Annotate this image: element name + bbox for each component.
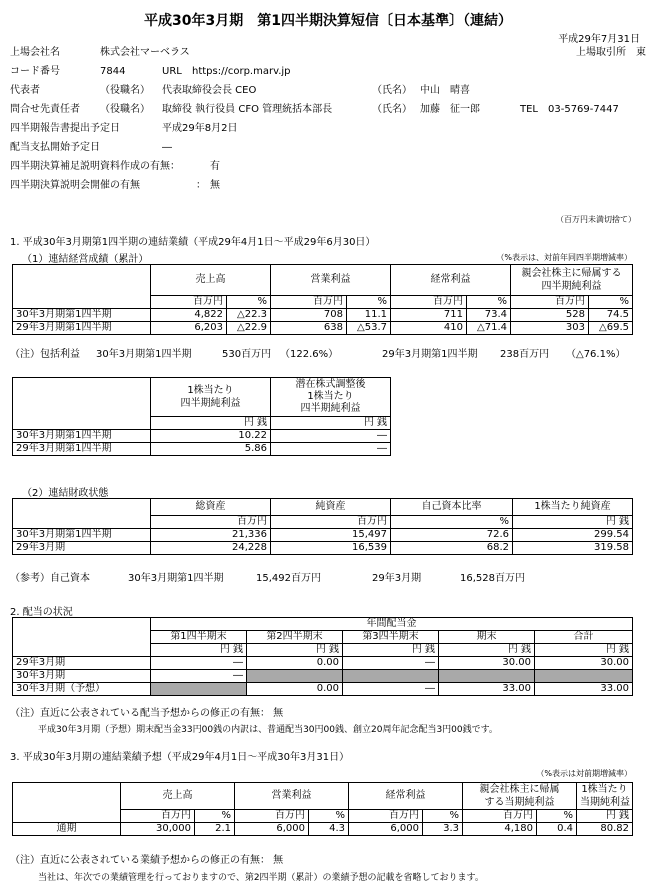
table-row	[13, 823, 633, 836]
unit-cell: %	[423, 810, 463, 823]
unit-cell: %	[347, 296, 391, 309]
row-label: 29年3月期第1四半期	[13, 443, 151, 456]
briefing-label: 四半期決算説明会開催の有無	[10, 180, 140, 191]
row-label: 通期	[13, 823, 121, 836]
table-row	[13, 657, 633, 670]
contact-row	[10, 101, 646, 119]
cell: 528	[511, 309, 589, 322]
unit-cell: %	[195, 810, 235, 823]
financial-position-sub: （2）連結財政状態	[22, 488, 109, 499]
contact-label: 問合せ先責任者	[10, 104, 80, 115]
cell: 6,000	[349, 823, 423, 836]
cell: 0.4	[537, 823, 577, 836]
rounding-note: （百万円未満切捨て）	[556, 215, 636, 224]
unit-cell: 百万円	[151, 296, 227, 309]
hdr-net-assets: 純資産	[271, 499, 391, 516]
forecast-table	[12, 782, 633, 836]
comp-cur-pct: （122.6%）	[280, 349, 339, 360]
row-label: 29年3月期	[13, 542, 151, 555]
unit-cell: %	[467, 296, 511, 309]
section1-pct-note: （%表示は、対前年同四半期増減率）	[496, 253, 632, 262]
cell: 24,228	[151, 542, 271, 555]
cell: 6,000	[235, 823, 309, 836]
ref-cur-val: 15,492百万円	[256, 573, 321, 584]
hdr-ord-income: 経常利益	[349, 783, 463, 810]
cell-blank	[439, 670, 535, 683]
briefing-row	[10, 177, 646, 195]
row-label: 30年3月期第1四半期	[13, 529, 151, 542]
cell: 68.2	[391, 542, 513, 555]
supplement-value: 有	[210, 161, 220, 172]
table-row	[13, 683, 633, 696]
unit-cell: 百万円	[349, 810, 423, 823]
hdr-total: 合計	[535, 631, 633, 644]
hdr-equity-ratio: 自己資本比率	[391, 499, 513, 516]
hdr-q1: 第1四半期末	[151, 631, 247, 644]
cell: △22.3	[227, 309, 271, 322]
cell: ―	[151, 670, 247, 683]
comp-label: （注）包括利益	[10, 349, 80, 360]
hdr-diluted-eps: 潜在株式調整後 1株当たり 四半期純利益	[271, 378, 391, 417]
hdr-q2: 第2四半期末	[247, 631, 343, 644]
unit-cell: 百万円	[463, 810, 537, 823]
contact-title-label: （役職名）	[100, 104, 150, 115]
supplement-label: 四半期決算補足説明資料作成の有無：	[10, 161, 180, 172]
operating-results-table	[12, 264, 633, 335]
ref-prev-label: 29年3月期	[372, 573, 422, 584]
cell: 299.54	[513, 529, 633, 542]
row-label: 30年3月期第1四半期	[13, 309, 151, 322]
cell: 30,000	[121, 823, 195, 836]
comp-prev-val: 238百万円	[500, 349, 550, 360]
table-row	[13, 309, 633, 322]
cell: 410	[391, 322, 467, 335]
cell: 33.00	[535, 683, 633, 696]
code-label: コード番号	[10, 66, 60, 77]
row-label: 30年3月期（予想）	[13, 683, 151, 696]
financial-position-table	[12, 498, 633, 555]
cell: ―	[343, 683, 439, 696]
cell: ―	[151, 657, 247, 670]
unit-cell: 円 銭	[577, 810, 633, 823]
dividend-revision-note: （注）直近に公表されている配当予想からの修正の有無： 無	[10, 708, 284, 719]
section3-pct-note: （%表示は対前期増減率）	[536, 769, 632, 778]
eps-table	[12, 377, 391, 456]
hdr-bps: 1株当たり純資産	[513, 499, 633, 516]
rep-title-label: （役職名）	[100, 85, 150, 96]
unit-cell: %	[391, 516, 513, 529]
comp-prev-label: 29年3月期第1四半期	[382, 349, 478, 360]
briefing-value: 無	[210, 180, 220, 191]
section1-heading: 1. 平成30年3月期第1四半期の連結業績（平成29年4月1日～平成29年6月30日）	[10, 237, 376, 248]
hdr-op-income: 営業利益	[271, 265, 391, 296]
code-value: 7844	[100, 66, 126, 77]
cell-blank	[343, 670, 439, 683]
url-label: URL	[162, 66, 182, 77]
hdr-sales: 売上高	[151, 265, 271, 296]
comprehensive-income-note	[10, 346, 646, 364]
cell: 73.4	[467, 309, 511, 322]
cell: 74.5	[589, 309, 633, 322]
hdr-sales: 売上高	[121, 783, 235, 810]
unit-cell: 百万円	[391, 296, 467, 309]
rep-name-label: （氏名）	[372, 85, 412, 96]
document-title: 平成30年3月期 第1四半期決算短信〔日本基準〕（連結）	[144, 13, 512, 29]
report-date-row	[10, 120, 646, 138]
unit-cell: 円 銭	[247, 644, 343, 657]
hdr-net-income: 親会社株主に帰属する 四半期純利益	[511, 265, 633, 296]
cell: 72.6	[391, 529, 513, 542]
hdr-net-income: 親会社株主に帰属 する当期純利益	[463, 783, 577, 810]
listed-label: 上場会社名	[10, 47, 60, 58]
section2-heading: 2. 配当の状況	[10, 607, 73, 618]
unit-cell: 円 銭	[151, 417, 271, 430]
hdr-total-assets: 総資産	[151, 499, 271, 516]
rep-name: 中山 晴喜	[420, 85, 470, 96]
hdr-q3: 第3四半期末	[343, 631, 439, 644]
unit-cell: %	[309, 810, 349, 823]
unit-cell: 円 銭	[343, 644, 439, 657]
ref-prev-val: 16,528百万円	[460, 573, 525, 584]
company-row	[10, 44, 646, 62]
unit-cell: 円 銭	[271, 417, 391, 430]
cell-blank	[535, 670, 633, 683]
dividend-date-row	[10, 139, 646, 157]
exchange: 上場取引所 東	[576, 47, 646, 58]
cell: △71.4	[467, 322, 511, 335]
cell-blank	[151, 683, 247, 696]
cell: 2.1	[195, 823, 235, 836]
row-label: 30年3月期	[13, 670, 151, 683]
cell: ―	[271, 443, 391, 456]
unit-cell: 百万円	[121, 810, 195, 823]
cell: △22.9	[227, 322, 271, 335]
unit-cell: 百万円	[235, 810, 309, 823]
contact-name: 加藤 征一郎	[420, 104, 480, 115]
table-row	[13, 670, 633, 683]
cell: 80.82	[577, 823, 633, 836]
cell: 10.22	[151, 430, 271, 443]
table-row	[13, 542, 633, 555]
contact-title: 取締役 執行役員 CFO 管理統括本部長	[162, 104, 333, 115]
cell: 5.86	[151, 443, 271, 456]
equity-reference	[10, 570, 646, 588]
cell: 30.00	[439, 657, 535, 670]
unit-cell: %	[589, 296, 633, 309]
unit-cell: 円 銭	[513, 516, 633, 529]
cell-blank	[247, 670, 343, 683]
rep-label: 代表者	[10, 85, 40, 96]
ref-label: （参考）自己資本	[10, 573, 90, 584]
cell: 3.3	[423, 823, 463, 836]
unit-cell: 百万円	[511, 296, 589, 309]
cell: 0.00	[247, 683, 343, 696]
code-row	[10, 63, 646, 81]
cell: ―	[271, 430, 391, 443]
listed-value: 株式会社マーベラス	[100, 47, 190, 58]
cell: 4,180	[463, 823, 537, 836]
table-row	[13, 430, 391, 443]
table-row	[13, 322, 633, 335]
cell: △53.7	[347, 322, 391, 335]
comp-cur-val: 530百万円	[222, 349, 272, 360]
section1-sub: （1）連結経営成績（累計）	[22, 254, 149, 265]
row-label: 29年3月期	[13, 657, 151, 670]
comp-cur-label: 30年3月期第1四半期	[96, 349, 192, 360]
dividend-date-label: 配当支払開始予定日	[10, 142, 100, 153]
cell: 711	[391, 309, 467, 322]
hdr-eps: 1株当たり 当期純利益	[577, 783, 633, 810]
dividend-date: ―	[162, 142, 172, 153]
section3-heading: 3. 平成30年3月期の連結業績予想（平成29年4月1日～平成30年3月31日）	[10, 752, 350, 763]
supplement-row	[10, 158, 646, 176]
cell: 15,497	[271, 529, 391, 542]
hdr-eps: 1株当たり 四半期純利益	[151, 378, 271, 417]
cell: 4.3	[309, 823, 349, 836]
unit-cell: %	[537, 810, 577, 823]
rep-title: 代表取締役会長 CEO	[162, 85, 257, 96]
cell: 16,539	[271, 542, 391, 555]
cell: 303	[511, 322, 589, 335]
dividend-breakdown-note: 平成30年3月期（予想）期末配当金33円00銭の内訳は、普通配当30円00銭、創立20周年記念配当3円00銭です。	[38, 725, 498, 735]
cell: 319.58	[513, 542, 633, 555]
table-row	[13, 443, 391, 456]
contact-tel: TEL 03-5769-7447	[520, 104, 619, 115]
hdr-annual-dividend: 年間配当金	[151, 618, 633, 631]
ref-cur-label: 30年3月期第1四半期	[128, 573, 224, 584]
unit-cell: 百万円	[271, 296, 347, 309]
contact-name-label: （氏名）	[372, 104, 412, 115]
unit-cell: 百万円	[271, 516, 391, 529]
unit-cell: 百万円	[151, 516, 271, 529]
cell: 21,336	[151, 529, 271, 542]
hdr-year-end: 期末	[439, 631, 535, 644]
cell: 4,822	[151, 309, 227, 322]
cell: 33.00	[439, 683, 535, 696]
forecast-revision-note: （注）直近に公表されている業績予想からの修正の有無： 無	[10, 855, 284, 866]
rep-row	[10, 82, 646, 100]
cell: 30.00	[535, 657, 633, 670]
unit-cell: 円 銭	[151, 644, 247, 657]
unit-cell: 円 銭	[439, 644, 535, 657]
hdr-op-income: 営業利益	[235, 783, 349, 810]
hdr-ord-income: 経常利益	[391, 265, 511, 296]
cell: △69.5	[589, 322, 633, 335]
row-label: 30年3月期第1四半期	[13, 430, 151, 443]
report-date: 平成29年8月2日	[162, 123, 238, 134]
dividends-table	[12, 617, 633, 696]
briefing-colon: ：	[196, 180, 206, 191]
cell: 0.00	[247, 657, 343, 670]
cell: 11.1	[347, 309, 391, 322]
report-date-label: 四半期報告書提出予定日	[10, 123, 120, 134]
unit-cell: %	[227, 296, 271, 309]
publish-date: 平成29年7月31日	[558, 34, 640, 45]
cell: 708	[271, 309, 347, 322]
url-value[interactable]: https://corp.marv.jp	[192, 66, 291, 77]
row-label: 29年3月期第1四半期	[13, 322, 151, 335]
forecast-omission-note: 当社は、年次での業績管理を行っておりますので、第2四半期（累計）の業績予想の記載を省略しております。	[38, 873, 484, 883]
unit-cell: 円 銭	[535, 644, 633, 657]
comp-prev-pct: （△76.1%）	[566, 349, 626, 360]
cell: 6,203	[151, 322, 227, 335]
cell: 638	[271, 322, 347, 335]
cell: ―	[343, 657, 439, 670]
table-row	[13, 529, 633, 542]
